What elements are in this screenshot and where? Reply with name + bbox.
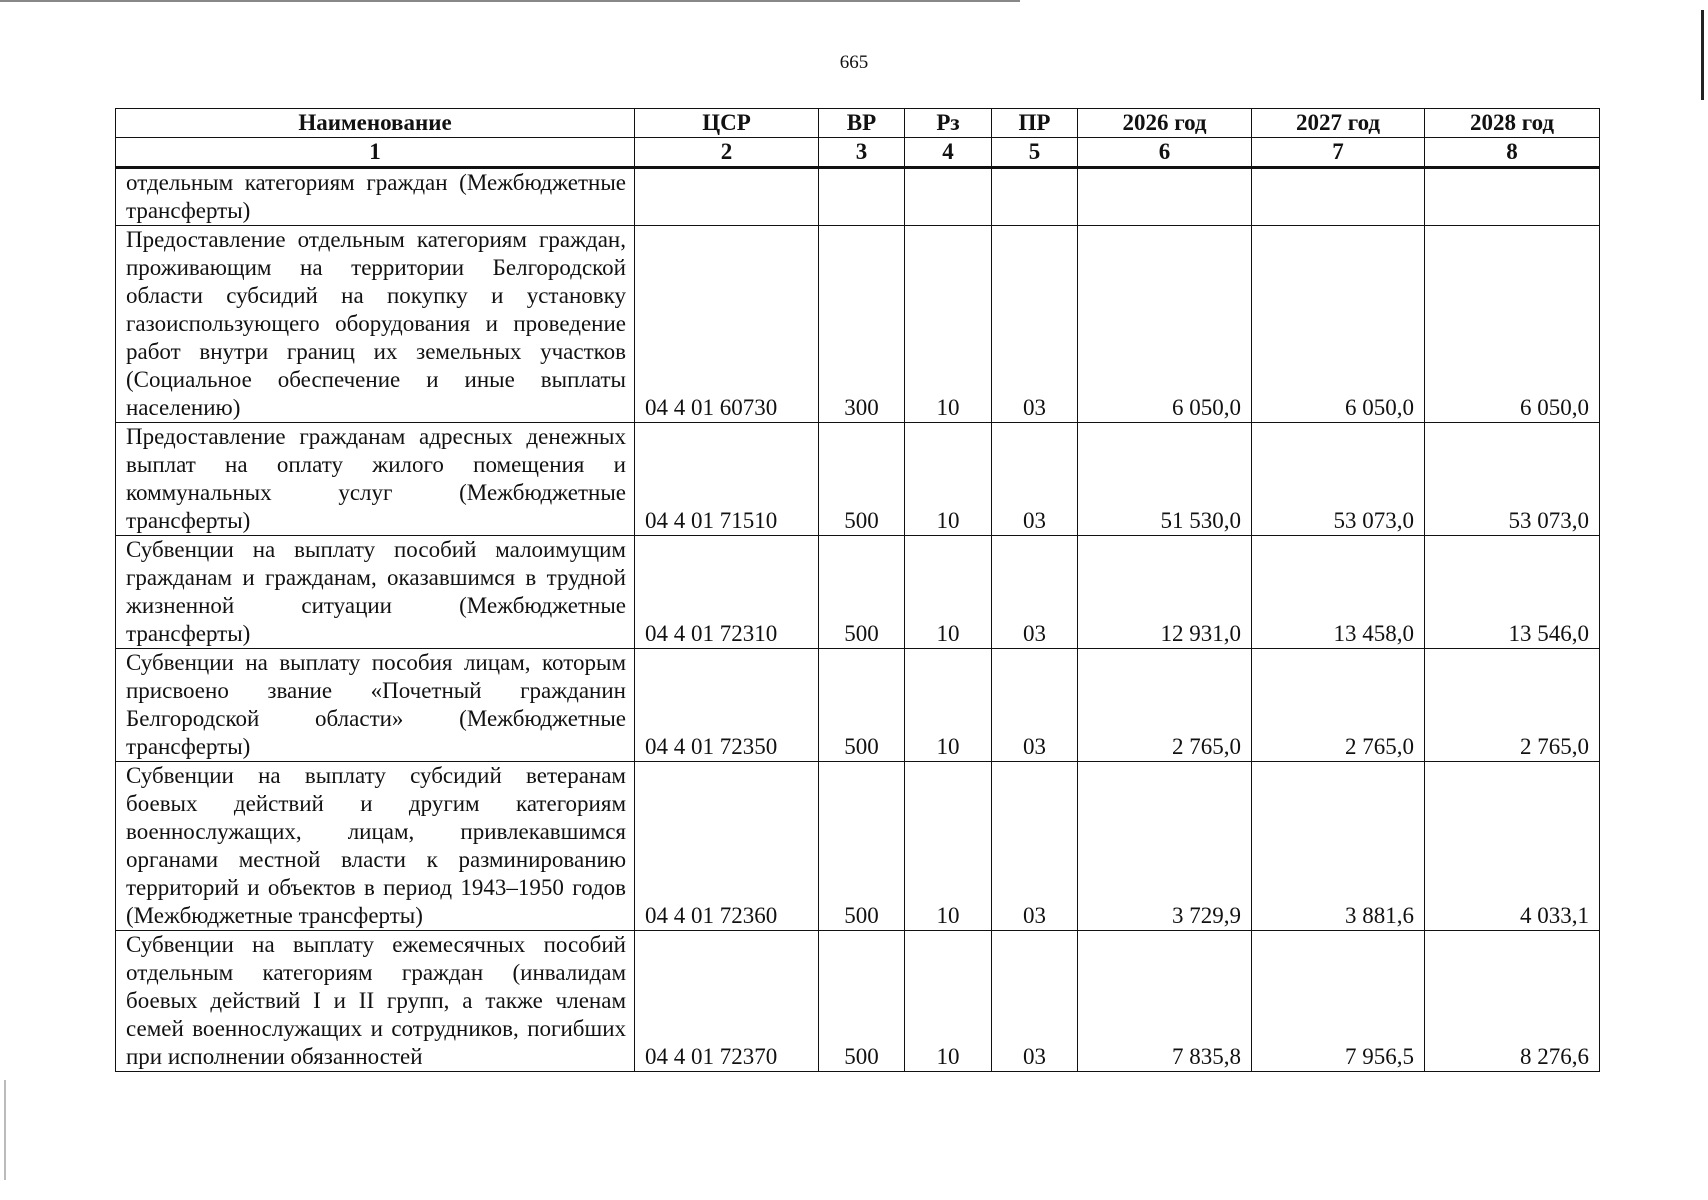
column-number: 8 [1425,138,1600,168]
cell-rz: 10 [905,649,992,762]
scan-edge-left [4,1080,6,1180]
cell-rz: 10 [905,762,992,931]
column-number-row [116,138,1600,168]
table-row [116,423,1600,536]
cell-vr: 500 [819,536,905,649]
cell-rz: 10 [905,226,992,423]
cell-2028: 53 073,0 [1425,423,1600,536]
table-row [116,226,1600,423]
column-number: 7 [1252,138,1425,168]
cell-2026: 51 530,0 [1078,423,1252,536]
cell-2028: 6 050,0 [1425,226,1600,423]
cell-2028 [1425,168,1600,226]
column-number: 6 [1078,138,1252,168]
cell-2027: 3 881,6 [1252,762,1425,931]
table-row [116,168,1600,226]
cell-pr [992,168,1078,226]
cell-pr: 03 [992,536,1078,649]
cell-2027: 2 765,0 [1252,649,1425,762]
cell-2026: 6 050,0 [1078,226,1252,423]
cell-name: Предоставление гражданам адресных денежных выплат на оплату жилого помещения и коммунальных услуг (Межбюджетные трансферты) [116,423,635,536]
cell-csr: 04 4 01 72350 [635,649,819,762]
cell-csr: 04 4 01 71510 [635,423,819,536]
cell-2026: 7 835,8 [1078,931,1252,1072]
header-2027: 2027 год [1252,109,1425,138]
cell-2027 [1252,168,1425,226]
cell-vr: 500 [819,649,905,762]
cell-name: Предоставление отдельным категориям граждан, проживающим на территории Белгородской области субсидий на покупку и установку газоиспользующего оборудования и проведение работ внутри границ их земельных участков (Социальное обеспечение и иные выплаты населению) [116,226,635,423]
header-2026: 2026 год [1078,109,1252,138]
cell-pr: 03 [992,649,1078,762]
cell-2027: 6 050,0 [1252,226,1425,423]
column-number: 5 [992,138,1078,168]
cell-2028: 2 765,0 [1425,649,1600,762]
budget-table [115,108,1600,1072]
cell-name: Субвенции на выплату субсидий ветеранам боевых действий и другим категориям военнослужащих, лицам, привлекавшимся органами местной власти к разминированию территорий и объектов в период 1943–1950 годов (Межбюджетные трансферты) [116,762,635,931]
cell-pr: 03 [992,226,1078,423]
page-number: 665 [839,52,869,73]
cell-pr: 03 [992,762,1078,931]
cell-2027: 53 073,0 [1252,423,1425,536]
scan-edge-top [0,0,1020,2]
column-number: 4 [905,138,992,168]
column-number: 2 [635,138,819,168]
column-number: 3 [819,138,905,168]
cell-name: Субвенции на выплату пособия лицам, которым присвоено звание «Почетный гражданин Белгородской области» (Межбюджетные трансферты) [116,649,635,762]
cell-2026: 2 765,0 [1078,649,1252,762]
cell-2028: 13 546,0 [1425,536,1600,649]
header-vr: ВР [819,109,905,138]
cell-pr: 03 [992,423,1078,536]
cell-2026: 12 931,0 [1078,536,1252,649]
cell-vr: 300 [819,226,905,423]
cell-rz [905,168,992,226]
cell-name: отдельным категориям граждан (Межбюджетные трансферты) [116,168,635,226]
table-row [116,649,1600,762]
cell-rz: 10 [905,931,992,1072]
header-csr: ЦСР [635,109,819,138]
header-name: Наименование [116,109,635,138]
cell-csr: 04 4 01 60730 [635,226,819,423]
cell-csr: 04 4 01 72310 [635,536,819,649]
cell-rz: 10 [905,423,992,536]
header-2028: 2028 год [1425,109,1600,138]
cell-vr: 500 [819,762,905,931]
table-row [116,931,1600,1072]
header-pr: ПР [992,109,1078,138]
cell-vr: 500 [819,931,905,1072]
header-rz: Рз [905,109,992,138]
cell-pr: 03 [992,931,1078,1072]
header-row [116,109,1600,138]
column-number: 1 [116,138,635,168]
table-row [116,536,1600,649]
cell-name: Субвенции на выплату ежемесячных пособий отдельным категориям граждан (инвалидам боевых действий I и II групп, а также членам семей военнослужащих и сотрудников, погибших при исполнении обязанностей [116,931,635,1072]
cell-2027: 13 458,0 [1252,536,1425,649]
cell-2027: 7 956,5 [1252,931,1425,1072]
cell-2026 [1078,168,1252,226]
cell-vr [819,168,905,226]
table-row [116,762,1600,931]
cell-csr [635,168,819,226]
cell-vr: 500 [819,423,905,536]
cell-2028: 8 276,6 [1425,931,1600,1072]
cell-csr: 04 4 01 72360 [635,762,819,931]
cell-2028: 4 033,1 [1425,762,1600,931]
cell-name: Субвенции на выплату пособий малоимущим гражданам и гражданам, оказавшимся в трудной жизненной ситуации (Межбюджетные трансферты) [116,536,635,649]
cell-2026: 3 729,9 [1078,762,1252,931]
cell-csr: 04 4 01 72370 [635,931,819,1072]
cell-rz: 10 [905,536,992,649]
